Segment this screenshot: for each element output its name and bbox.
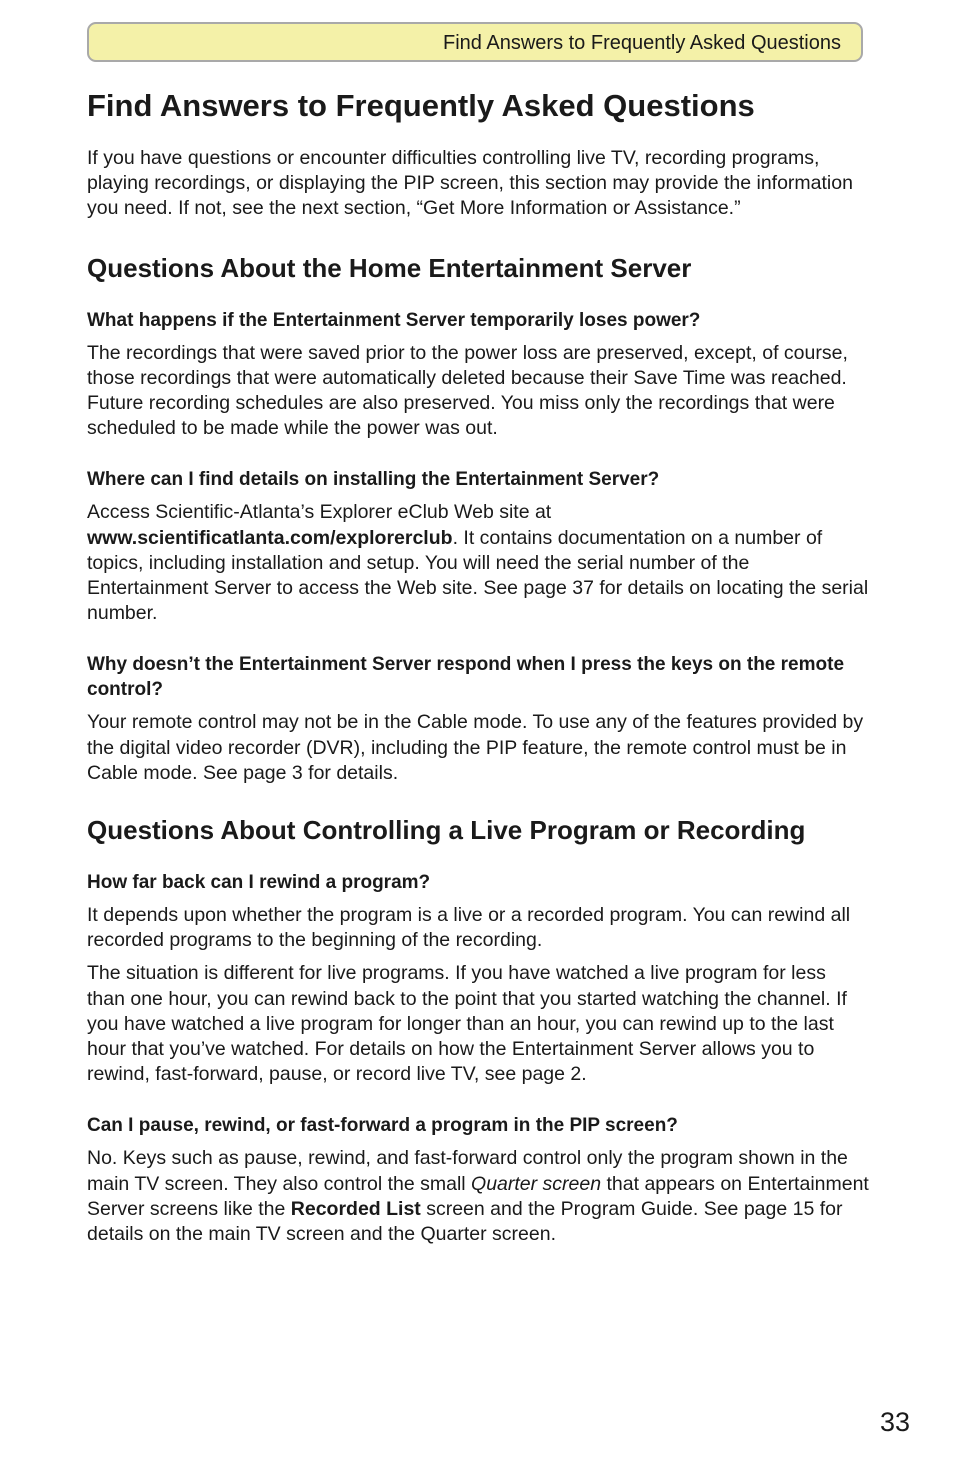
question-installing: Where can I find details on installing the Entertainment Server? xyxy=(87,469,660,491)
answer-pip-controls xyxy=(87,1146,869,1247)
answer-installing xyxy=(87,500,869,626)
section-heading-live-program: Questions About Controlling a Live Program or Recording xyxy=(87,815,806,846)
answer-pip-text-3: screen and the Program Guide. See page 15 for details on the main TV screen and the Quarter screen. xyxy=(87,1197,843,1246)
answer-power-loss: The recordings that were saved prior to the power loss are preserved, except, of course, those recordings that were automatically deleted because their Save Time was reached. Future recording schedules are also preserved. You miss only the recordings that were scheduled to be made while the power was out. xyxy=(87,341,848,440)
question-pip-controls: Can I pause, rewind, or fast-forward a program in the PIP screen? xyxy=(87,1115,678,1137)
answer-installing-text-2: . It contains documentation on a number of topics, including installation and setup. You will need the serial number of the Entertainment Server to access the Web site. See page 37 for details on locating the serial number. xyxy=(87,526,869,625)
answer-pip-text-1: No. Keys such as pause, rewind, and fast-forward control only the program shown in the main TV screen. They also control the small xyxy=(87,1147,848,1195)
page-number: 33 xyxy=(879,1407,910,1437)
question-power-loss: What happens if the Entertainment Server temporarily loses power? xyxy=(87,309,701,331)
answer-rewind-distance-2: The situation is different for live programs. If you have watched a live program for less than one hour, you can rewind back to the point that you started watching the channel. If you have watched a live program for longer than an hour, you can rewind up to the last hour that you’ve watched. For details on how the Entertainment Server allows you to rewind, fast-forward, pause, or record live TV, see page 2. xyxy=(87,962,847,1086)
question-remote-not-responding: Why doesn’t the Entertainment Server respond when I press the keys on the remote control? xyxy=(87,654,845,701)
page-title: Find Answers to Frequently Asked Questions xyxy=(87,88,755,123)
quarter-screen-term: Quarter screen xyxy=(471,1172,602,1195)
answer-rewind-distance-1: It depends upon whether the program is a live or a recorded program. You can rewind all recorded programs to the beginning of the recording. xyxy=(87,904,851,952)
answer-pip-text-2: that appears on Entertainment Server screens like the xyxy=(87,1172,869,1220)
section-heading-server: Questions About the Home Entertainment Server xyxy=(87,252,692,283)
intro-paragraph: If you have questions or encounter difficulties controlling live TV, recording programs, playing recordings, or displaying the PIP screen, this section may provide the information you need. If not, see the next section, “Get More Information or Assistance.” xyxy=(87,147,853,220)
recorded-list-term: Recorded List xyxy=(290,1197,421,1220)
running-header: Find Answers to Frequently Asked Questions xyxy=(87,22,863,62)
answer-remote-not-responding: Your remote control may not be in the Cable mode. To use any of the features provided by the digital video recorder (DVR), including the PIP feature, the remote control must be in Cable mode. See page 3 for details. xyxy=(87,711,864,784)
answer-installing-text-1: Access Scientific-Atlanta’s Explorer eClub Web site at xyxy=(87,501,552,524)
page-content xyxy=(87,86,869,1255)
question-rewind-distance: How far back can I rewind a program? xyxy=(87,872,431,894)
eclub-url-link[interactable]: www.scientificatlanta.com/explorerclub xyxy=(87,526,453,549)
